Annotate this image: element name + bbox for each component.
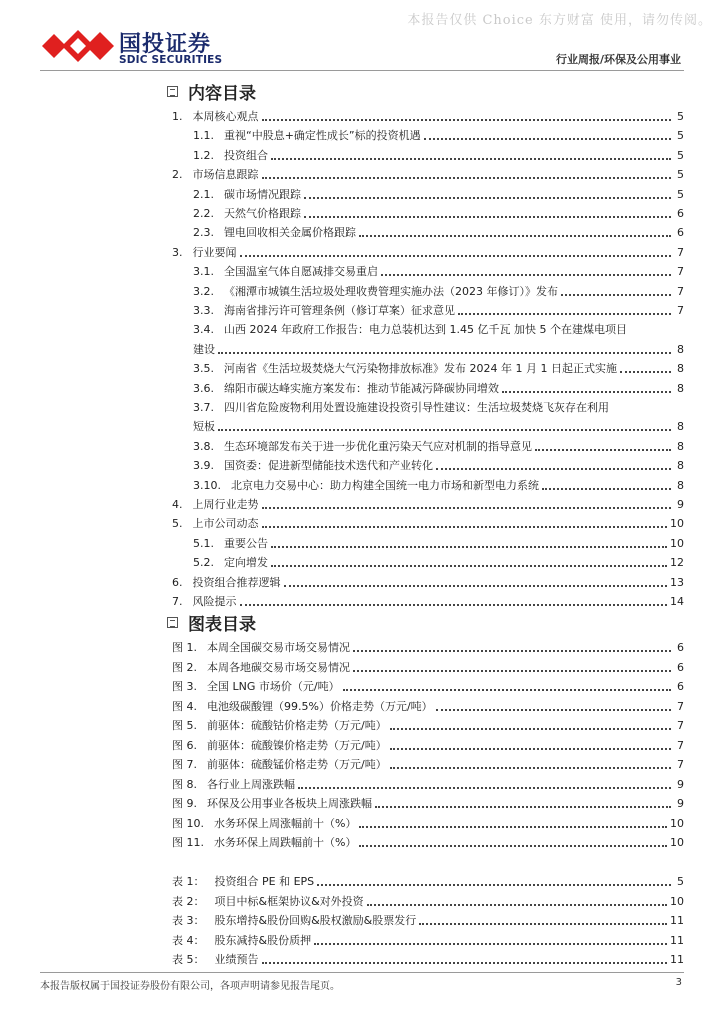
toc-entry[interactable] [193,416,684,434]
dot-leader [218,426,671,431]
entry-page: 6 [677,660,684,674]
toc-entry[interactable] [193,300,684,318]
toc-entry[interactable] [193,184,684,202]
entry-page: 7 [677,265,684,279]
dot-leader [359,823,667,828]
dot-leader [304,213,671,218]
entry-number: 5.2. [193,556,214,570]
dot-leader [359,842,667,847]
toc-entry[interactable] [193,145,684,163]
figure-entry[interactable] [172,715,684,733]
entry-page: 5 [677,129,684,143]
entry-page: 7 [677,719,684,732]
toc-entry[interactable] [193,281,684,299]
entry-number: 图 3. [172,680,197,693]
footer-divider [40,972,684,973]
dot-leader [240,252,672,257]
entry-title: 业绩预告 [214,953,259,966]
entry-number: 图 9. [172,797,197,810]
dot-leader [424,135,671,140]
entry-title: 水务环保上周跌幅前十（%） [214,836,357,849]
entry-title: 股东减持&股份质押 [214,933,312,947]
toc-entry[interactable] [193,358,684,376]
entry-page: 11 [670,953,684,966]
entry-page: 9 [677,498,684,511]
list-icon [167,617,178,628]
entry-page: 7 [677,758,684,771]
entry-number: 表 2： [172,894,205,908]
company-logo [40,24,240,68]
entry-page: 10 [670,517,684,531]
toc-entry[interactable] [193,455,684,473]
dot-leader [343,686,671,691]
entry-title: 绵阳市碳达峰实施方案发布：推动节能减污降碳协同增效 [224,381,499,395]
entry-number: 3.9. [193,459,214,473]
entry-number: 图 8. [172,777,197,791]
entry-page: 7 [677,245,684,259]
header-divider [40,70,684,71]
figure-entry[interactable] [172,793,684,811]
entry-page: 10 [670,536,684,550]
toc-entry[interactable] [193,533,684,551]
entry-title: 本周核心观点 [192,110,259,123]
entry-number: 2.1. [193,187,214,201]
toc-entry[interactable] [193,261,684,279]
toc-heading: 内容目录 [167,79,256,104]
entry-title: 投资组合 [224,148,268,162]
dot-leader [620,368,671,373]
figure-entry[interactable] [172,676,684,694]
entry-number: 6. [172,575,183,589]
entry-page: 5 [677,875,684,888]
list-icon [167,86,178,97]
dot-leader [542,485,671,490]
entry-number: 2.3. [193,226,214,240]
dot-leader [353,647,671,652]
entry-title: 天然气价格跟踪 [224,207,301,220]
entry-number: 图 7. [172,758,197,771]
entry-number: 3.6. [193,381,214,395]
table-entry[interactable] [172,949,684,967]
entry-title: 海南省排污许可管理条例（修订草案）征求意见 [224,304,455,317]
entry-title: 全国 LNG 市场价（元/吨） [207,680,340,693]
toc-entry[interactable] [172,513,684,531]
entry-page: 6 [677,226,684,240]
toc-entry[interactable] [172,164,684,182]
dot-leader [284,582,668,587]
entry-title: 锂电回收相关金属价格跟踪 [224,226,356,240]
entry-page: 10 [670,816,684,830]
entry-title: 前驱体：硫酸锰价格走势（万元/吨） [207,758,387,771]
page-number: 3 [675,977,682,988]
toc-entry[interactable] [193,203,684,221]
entry-page: 9 [677,777,684,791]
table-entry[interactable] [172,891,684,909]
entry-title: 北京电力交易中心：助力构建全国统一电力市场和新型电力系统 [231,478,539,492]
dot-leader [367,901,667,906]
entry-page: 8 [677,478,684,492]
dot-leader [561,291,671,296]
entry-title: 上市公司动态 [192,517,259,531]
entry-page: 11 [670,914,684,927]
dot-leader [262,523,668,528]
dot-leader [271,562,667,567]
entry-title: 重要公告 [224,536,268,550]
figure-entry[interactable] [172,657,684,675]
entry-title: 投资组合推荐逻辑 [192,575,281,589]
entry-title: 各行业上周涨跌幅 [207,777,295,791]
entry-title: 股东增持&股份回购&股权激励&股票发行 [214,914,417,927]
dot-leader [262,116,672,121]
entry-title: 重视“中股息+确定性成长”标的投资机遇 [224,129,421,143]
entry-page: 7 [677,699,684,713]
dot-leader [218,349,671,354]
dot-leader [390,725,671,730]
entry-page: 6 [677,680,684,693]
report-type-label: 行业周报/环保及公用事业 [555,53,681,66]
table-entry[interactable] [172,910,684,928]
entry-number: 表 3： [172,914,205,927]
entry-page: 13 [670,575,684,589]
entry-page: 5 [677,187,684,201]
dot-leader [436,706,671,711]
dot-leader [262,504,672,509]
entry-number: 图 1. [172,641,197,654]
toc-entry[interactable] [193,552,684,570]
entry-number: 表 4： [172,933,205,947]
entry-page: 14 [670,595,684,608]
entry-number: 5.1. [193,536,214,550]
entry-title: 环保及公用事业各板块上周涨跌幅 [207,797,372,810]
toc-entry[interactable] [193,339,684,357]
entry-page: 8 [677,381,684,395]
entry-page: 7 [677,284,684,298]
dot-leader [262,174,672,179]
entry-title: 本周各地碳交易市场交易情况 [207,660,350,674]
entry-number: 1.1. [193,129,214,143]
dot-leader [502,388,671,393]
entry-page: 5 [677,148,684,162]
entry-page: 6 [677,207,684,220]
dot-leader [390,764,671,769]
entry-page: 6 [677,641,684,654]
dot-leader [381,271,671,276]
toc-entry[interactable] [172,494,684,512]
toc-entry[interactable] [193,378,684,396]
entry-title: 投资组合 PE 和 EPS [214,875,315,888]
entry-number: 表 5： [172,953,205,966]
dot-leader [359,232,671,237]
entry-number: 3.4. [193,323,214,337]
entry-page: 7 [677,738,684,752]
entry-number: 7. [172,595,183,608]
entry-page: 5 [677,110,684,123]
entry-page: 8 [677,420,684,434]
dot-leader [458,310,671,315]
toc-entry[interactable] [193,222,684,240]
entry-page: 12 [670,556,684,570]
entry-title: 短板 [193,420,215,434]
figure-entry[interactable] [172,637,684,655]
figure-entry[interactable] [172,813,684,831]
entry-number: 3.7. [193,401,214,414]
toc-entry[interactable] [193,319,684,337]
entry-page: 10 [670,836,684,849]
entry-title: 建设 [193,342,215,356]
entry-title: 电池级碳酸锂（99.5%）价格走势（万元/吨） [207,699,433,713]
entry-page: 11 [670,933,684,947]
entry-number: 图 10. [172,816,204,830]
entry-number: 1. [172,110,183,123]
entry-page: 5 [677,168,684,182]
entry-title: 山西 2024 年政府工作报告：电力总装机达到 1.45 亿千瓦 加快 5 个在建煤电项目 [224,323,627,337]
toc-entry[interactable] [172,591,684,609]
entry-title: 本周全国碳交易市场交易情况 [207,641,350,654]
entry-number: 5. [172,517,183,531]
entry-page: 8 [677,439,684,453]
entry-number: 图 2. [172,660,197,674]
entry-number: 2.2. [193,207,214,220]
dot-leader [271,543,667,548]
dot-leader [262,959,668,964]
entry-title: 上周行业走势 [192,498,259,511]
entry-page: 9 [677,797,684,810]
entry-title: 《湘潭市城镇生活垃圾处理收费管理实施办法（2023 年修订）》发布 [224,284,558,298]
table-entry[interactable] [172,930,684,948]
toc-entry[interactable] [193,436,684,454]
entry-title: 碳市场情况跟踪 [224,187,301,201]
logo-english-name: SDIC SECURITIES [119,54,223,66]
entry-title: 前驱体：硫酸镍价格走势（万元/吨） [207,738,387,752]
logo-chinese-name: 国投证券 [119,32,212,57]
entry-page: 8 [677,362,684,376]
dot-leader [240,601,668,606]
entry-number: 图 11. [172,836,204,849]
dot-leader [317,881,671,886]
entry-title: 市场信息跟踪 [192,168,259,182]
entry-page: 8 [677,459,684,473]
toc-entry[interactable] [193,475,684,493]
table-entry[interactable] [172,871,684,889]
dot-leader [271,155,671,160]
entry-number: 3.2. [193,284,214,298]
entry-title: 定向增发 [224,556,268,570]
entry-title: 国资委：促进新型储能技术迭代和产业转化 [224,459,433,473]
toc-entry[interactable] [172,242,684,260]
toc-entry[interactable] [172,106,684,124]
entry-number: 图 5. [172,719,197,732]
entry-page: 7 [677,304,684,317]
dot-leader [535,446,671,451]
entry-number: 3.1. [193,265,214,279]
entry-title: 全国温室气体自愿减排交易重启 [224,265,378,279]
entry-title: 项目中标&框架协议&对外投资 [214,894,364,908]
figure-entry[interactable] [172,735,684,753]
figure-entry[interactable] [172,774,684,792]
dot-leader [353,667,671,672]
entry-number: 3. [172,245,183,259]
entry-number: 图 4. [172,699,197,713]
dot-leader [304,194,671,199]
dot-leader [390,745,671,750]
entry-title: 河南省《生活垃圾焚烧大气污染物排放标准》发布 2024 年 1 月 1 日起正式实施 [224,362,617,376]
dot-leader [419,920,667,925]
figure-entry[interactable] [172,832,684,850]
entry-number: 3.8. [193,439,214,453]
figure-entry[interactable] [172,754,684,772]
entry-title: 生态环境部发布关于进一步优化重污染天气应对机制的指导意见 [224,439,532,453]
entry-number: 2. [172,168,183,182]
entry-number: 图 6. [172,738,197,752]
dot-leader [375,803,671,808]
toc-entry[interactable] [172,572,684,590]
entry-number: 3.3. [193,304,214,317]
entry-title: 前驱体：硫酸钴价格走势（万元/吨） [207,719,387,732]
logo-mark-icon [40,24,114,68]
entry-number: 3.5. [193,362,214,376]
entry-page: 8 [677,342,684,356]
toc-entry[interactable] [193,397,684,415]
dot-leader [436,465,671,470]
dot-leader [314,940,667,945]
entry-title: 风险提示 [192,595,237,608]
entry-page: 10 [670,894,684,908]
toc-entry[interactable] [193,125,684,143]
figure-entry[interactable] [172,696,684,714]
entry-number: 3.10. [193,478,221,492]
entry-number: 1.2. [193,148,214,162]
entry-title: 水务环保上周涨幅前十（%） [214,816,357,830]
figure-list-heading: 图表目录 [167,610,256,635]
entry-title: 四川省危险废物利用处置设施建设投资引导性建议：生活垃圾焚烧飞灰存在利用 [224,401,609,414]
footer-copyright: 本报告版权属于国投证券股份有限公司，各项声明请参见报告尾页。 [40,981,340,992]
entry-number: 表 1： [172,875,205,888]
dot-leader [298,784,671,789]
entry-title: 行业要闻 [192,245,237,259]
entry-number: 4. [172,498,183,511]
watermark-text: 本报告仅供 Choice 东方财富 使用，请勿传阅。 [407,13,712,28]
